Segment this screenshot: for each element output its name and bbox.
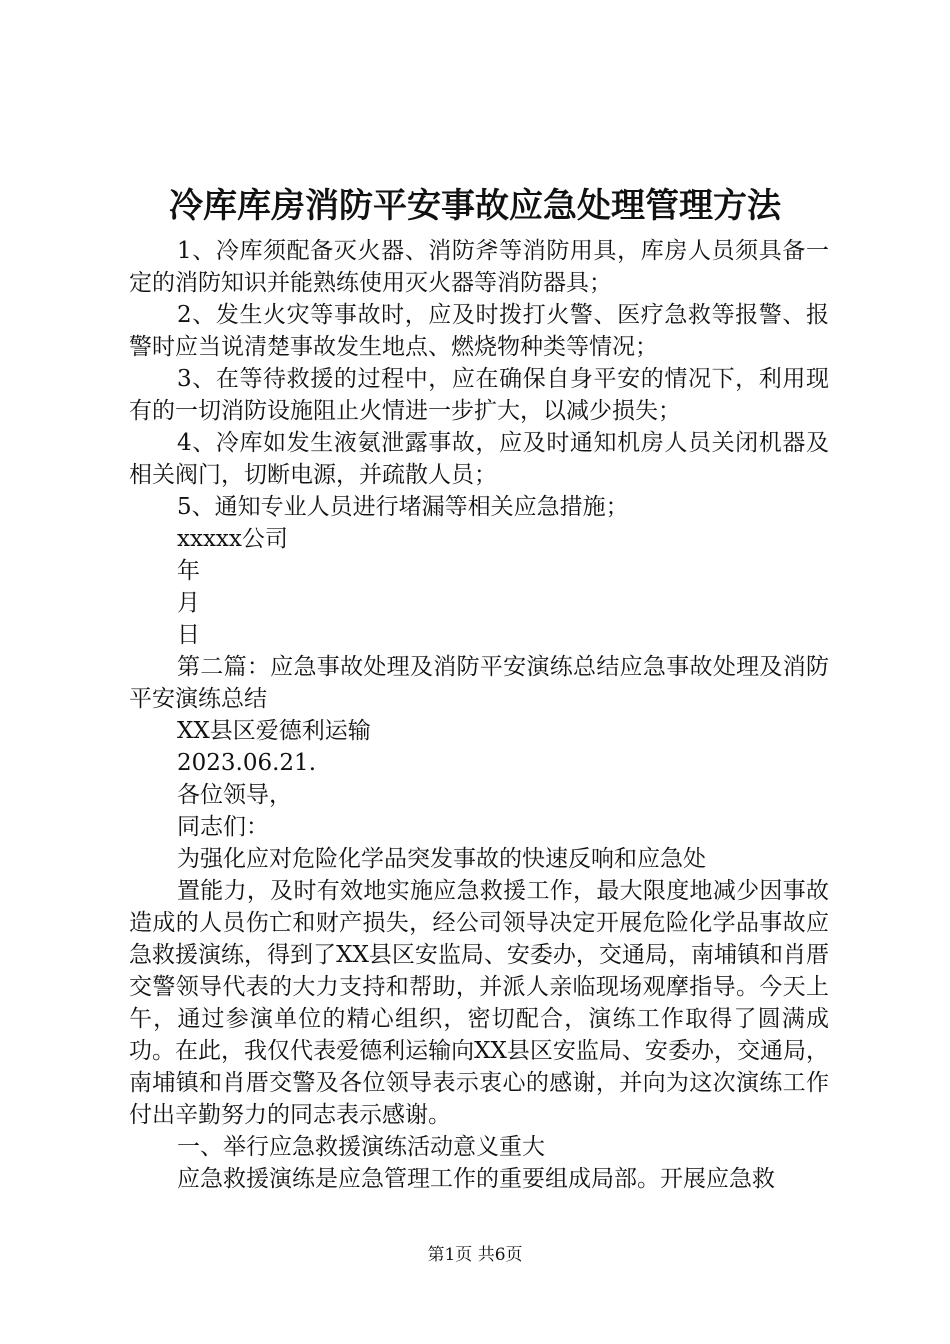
date-day: 日 [177,622,200,648]
report-date: 2023.06.21. [177,750,316,776]
subsection-paragraph-1: 应急救援演练是应急管理工作的重要组成局部。开展应急救 [177,1166,775,1192]
company-signature: xxxxx公司 [177,526,288,552]
date-month: 月 [177,590,200,616]
intro-line: 为强化应对危险化学品突发事故的快速反响和应急处 [177,846,706,872]
salutation-comrades: 同志们： [177,814,269,840]
page-number-footer: 第1页 共6页 [427,1245,523,1265]
intro-paragraph: 置能力，及时有效地实施应急救援工作，最大限度地减少因事故造成的人员伤亡和财产损失，经公司领导决定开展危险化学品事故应急救援演练，得到了XX县区安监局、安委办，交通局，南埔镇和肖厝交警领导代表的大力支持和帮助，并派人亲临现场观摩指导。今天上午，通过参演单位的精心组织，密切配合，演练工作取得了圆满成功。在此，我仅代表爱德利运输向XX县区安监局、安委办，交通局，南埔镇和肖厝交警及各位领导表示衷心的感谢，并向为这次演练工作付出辛勤努力的同志表示感谢。 [129,878,829,1128]
date-year: 年 [177,558,200,584]
paragraph-item-5: 5、通知专业人员进行堵漏等相关应急措施； [177,494,629,520]
organization-name: XX县区爱德利运输 [177,718,371,744]
paragraph-item-4: 4、冷库如发生液氨泄露事故，应及时通知机房人员关闭机器及相关阀门，切断电源，并疏散人员； [129,430,829,488]
paragraph-item-3: 3、在等待救援的过程中，应在确保自身平安的情况下，利用现有的一切消防设施阻止火情进一步扩大，以减少损失； [129,366,829,424]
paragraph-item-2: 2、发生火灾等事故时，应及时拨打火警、医疗急救等报警、报警时应当说清楚事故发生地点、燃烧物种类等情况； [129,302,829,360]
document-body [129,235,829,1195]
subsection-heading-1: 一、举行应急救援演练活动意义重大 [177,1134,545,1160]
document-title: 冷库库房消防平安事故应急处理管理方法 [169,186,781,226]
section-heading-part-two: 第二篇：应急事故处理及消防平安演练总结应急事故处理及消防平安演练总结 [129,654,829,712]
salutation-leaders: 各位领导， [177,782,292,808]
paragraph-item-1: 1、冷库须配备灭火器、消防斧等消防用具，库房人员须具备一定的消防知识并能熟练使用灭火器等消防器具； [129,238,829,296]
